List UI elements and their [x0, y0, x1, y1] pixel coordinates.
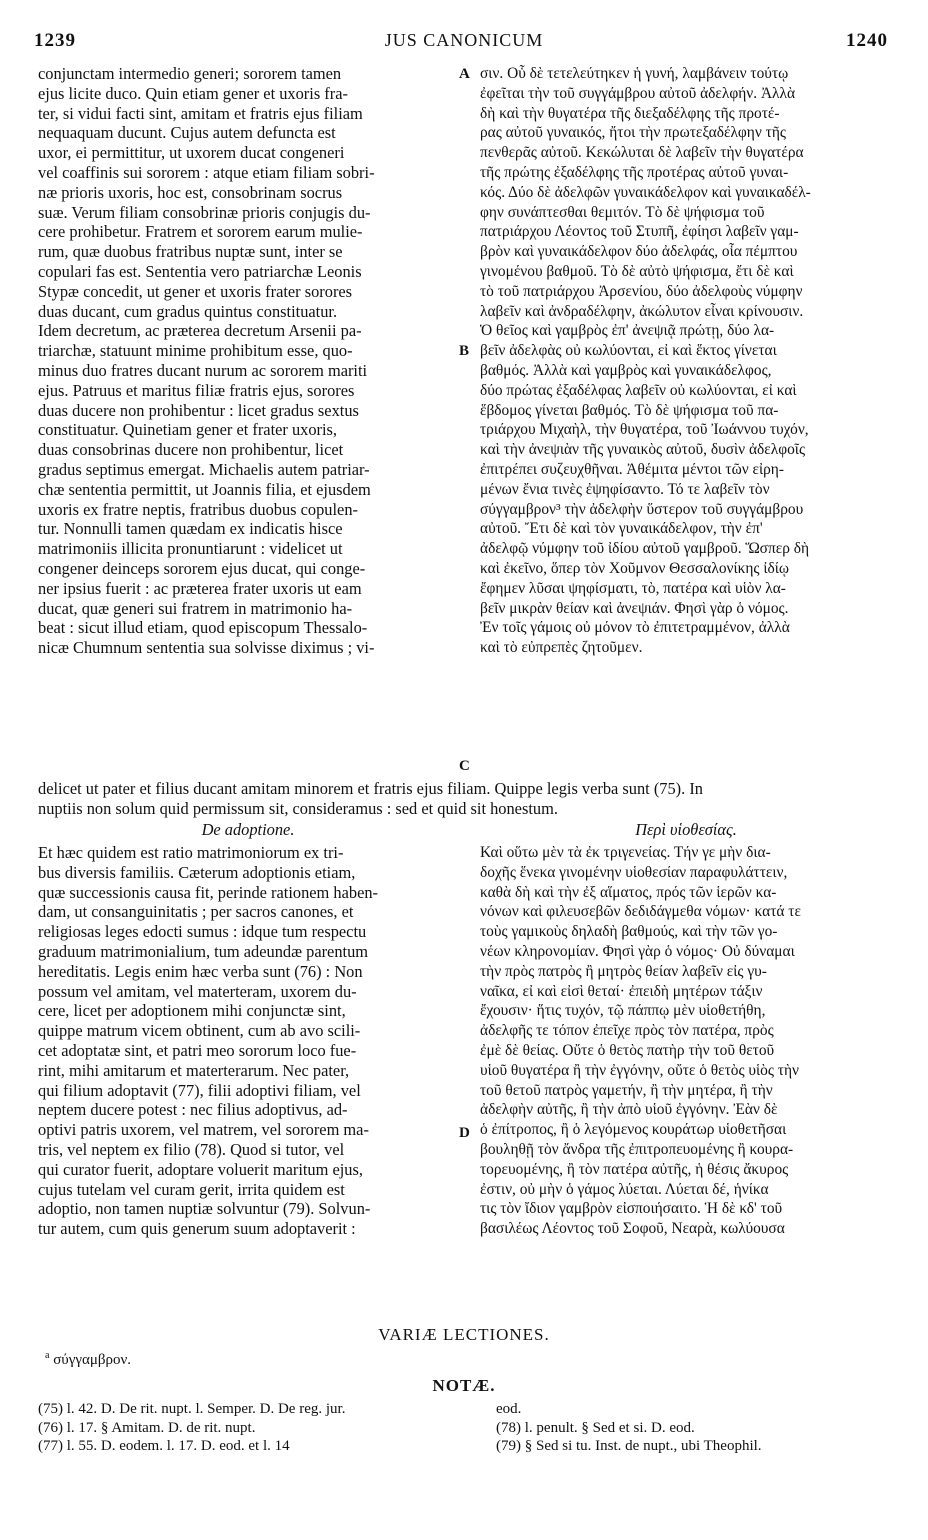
latin-text-line: ejus licite duco. Quin etiam gener et uxoris fra-	[38, 83, 348, 103]
latin-text-line: ner ipsius fuerit : ac præterea frater uxoris ut eam	[38, 578, 362, 598]
greek-text-line: ἐστιν, οὐ μὴν ὁ γάμος λύεται. Λύεται δέ, ἡνίκα	[480, 1180, 769, 1198]
latin-text-line: nequaquam ducunt. Cujus autem defuncta est	[38, 123, 336, 143]
latin-text-line: Idem decretum, ac præterea decretum Arsenii pa-	[38, 321, 362, 341]
greek-text-line: καὶ τὸ εὐπρεπὲς ζητοῦμεν.	[480, 639, 643, 657]
greek-text-line: καθὰ δὴ καὶ τὴν ἐξ αἵματος, πρός τῶν ἱερῶν κα-	[480, 883, 777, 901]
latin-text-line: duas consobrinas ducere non prohibentur, licet	[38, 440, 344, 460]
latin-text-line: duas ducant, cum gradus quintus constituatur.	[38, 301, 338, 321]
greek-text-line: ἀδελφῆς τε τόπον ἐπεῖχε πρὸς τὸν πατέρα, πρὸς	[480, 1022, 774, 1040]
latin-text-line: qui curator fuerit, adoptare voluerit maritum ejus,	[38, 1159, 363, 1179]
greek-text-line: τὴν πρὸς πατρὸς ἢ μητρὸς θείαν λαβεῖν εἰς γυ-	[480, 962, 767, 980]
latin-text-line: rint, mihi amitarum et materterarum. Nec pater,	[38, 1060, 350, 1080]
greek-text-line: ἀδελφῷ νύμφην τοῦ ἰδίου αὐτοῦ γαμβροῦ. Ὥσπερ δὴ	[480, 540, 810, 558]
latin-text-line: minus duo fratres ducant nurum ac sororem mariti	[38, 360, 368, 380]
latin-text-line: næ prioris uxoris, hoc est, consobrinam socrus	[38, 182, 343, 202]
greek-text-line: πατριάρχου Λέοντος τοῦ Στυπῆ, ἐφίησι λαβεῖν γαμ-	[480, 223, 799, 241]
variant-text: σύγγαμβρον.	[53, 1352, 132, 1368]
section-marker-b: B	[459, 343, 470, 359]
variant-marker: a	[45, 1350, 50, 1361]
page-header	[0, 30, 928, 56]
note-line: (78) l. penult. § Sed et si. D. eod.	[496, 1419, 695, 1436]
latin-text-line: ejus. Patruus et maritus filiæ fratris ejus, sorores	[38, 380, 355, 400]
greek-text-line: ἔχουσιν· ἥτις τυχόν, τῷ πάππῳ μὲν υἱοθετήθη,	[480, 1002, 766, 1020]
greek-text-line: καὶ τὴν ἀνεψιὰν τῆς γυναικὸς αὐτοῦ, δυσὶν ἀδελφοῖς	[480, 441, 806, 459]
greek-text-line: ἐφεῖται τὴν τοῦ συγγάμβρου αὐτοῦ ἀδελφήν. Ἀλλὰ	[480, 84, 796, 102]
greek-text-line: τριάρχου Μιχαὴλ, τὴν θυγατέρα, τοῦ Ἰωάννου τυχόν,	[480, 421, 809, 439]
greek-text-line: λαβεῖν καὶ ἀνδραδέλφην, ἀκώλυτον εἶναι κρίνουσιν.	[480, 302, 804, 320]
greek-text-line: τοὺς γαμικοὺς δηλαδὴ βαθμούς, καὶ τὴν τῶν γο-	[480, 923, 778, 941]
latin-text-line: uxoris ex fratre neptis, fratribus duobus copulen-	[38, 499, 358, 519]
note-line: (77) l. 55. D. eodem. l. 17. D. eod. et l. 14	[38, 1438, 290, 1454]
greek-text-line: πενθερᾶς αὐτοῦ. Κεκώλυται δὲ λαβεῖν τὴν θυγατέρα	[480, 144, 804, 162]
latin-text-line: matrimoniis illicita pronuntiarunt : videlicet ut	[38, 539, 343, 559]
greek-text-line: φην συνάπτεσθαι θεμιτόν. Τὸ δὲ ψήφισμα τοῦ	[480, 203, 765, 221]
greek-column-bottom	[480, 843, 892, 1239]
greek-text-line: τῆς πρώτης ἐξαδέλφης τῆς προτέρας αὐτοῦ γυναι-	[480, 163, 789, 181]
greek-text-line: γινομένου βαθμοῦ. Τὸ δὲ αὐτὸ ψήφισμα, ἔτι δὲ καὶ	[480, 262, 794, 280]
greek-text-line: ἕβδομος γίνεται βαθμός. Τὸ δὲ ψήφισμα τοῦ πα-	[480, 401, 779, 419]
latin-text-line: rum, quæ duobus fratribus nuptæ sunt, inter se	[38, 242, 343, 262]
latin-text-line: quæ successionis causa fit, perinde rationem haben-	[38, 882, 379, 902]
greek-text-line: σιν. Οὗ δὲ τετελεύτηκεν ἡ γυνή, λαμβάνειν τούτῳ	[480, 65, 789, 82]
greek-text-line: ἐπιτρέπει συζευχθῆναι. Ἀθέμιτα μέντοι τῶν εἰρη-	[480, 460, 784, 478]
latin-text-line: graduum matrimonialium, tum adeundæ parentum	[38, 941, 369, 961]
latin-text-line: possum vel amitam, vel materteram, uxorem du-	[38, 981, 357, 1001]
latin-text-line: cere prohibetur. Fratrem et sororem earum mulie-	[38, 222, 363, 242]
latin-text-line: adoptio, non tamen nuptiæ solvuntur (79). Solvun-	[38, 1199, 371, 1219]
notae-heading: NOTÆ.	[432, 1376, 496, 1395]
latin-text-line: cet adoptatæ sint, et patri meo sororum loco fue-	[38, 1040, 357, 1060]
latin-text-line: tur. Nonnulli tamen quædam ex indicatis hisce	[38, 519, 343, 539]
latin-text-line: gradus septimus emergat. Michaelis autem patriar-	[38, 459, 370, 479]
latin-text-line: cujus tutelam vel curam gerit, irrita quidem est	[38, 1179, 345, 1199]
greek-text-line: νόνων καὶ φιλευσεβῶν δεδιδάγμεθα νόμων· κατά τε	[480, 903, 801, 921]
note-line: eod.	[496, 1401, 522, 1417]
greek-text-line: κός. Δύο δὲ ἀδελφῶν γυναικάδελφον καὶ γυναικαδέλ-	[480, 183, 811, 201]
greek-text-line: υἱοῦ θυγατέρα ἢ τὴν ἐγγόνην, οὔτε ὁ θετὸς υἱὸς τὴν	[480, 1061, 799, 1079]
greek-text-line: σύγγαμβρον³ τὴν ἀδελφὴν ὕστερον τοῦ συγγάμβρου	[480, 500, 804, 518]
note-line: (75) l. 42. D. De rit. nupt. l. Semper. D. De reg. jur.	[38, 1401, 346, 1417]
full-width-text-line: nuptiis non solum quid permissum sit, consideramus : sed et quid sit honestum.	[38, 798, 558, 818]
full-width-paragraph	[38, 779, 890, 819]
latin-text-line: hereditatis. Legis enim hæc verba sunt (76) : Non	[38, 961, 363, 981]
greek-text-line: βεῖν μικρὰν θείαν καὶ ἀνεψιάν. Φησὶ γὰρ ὁ νόμος.	[480, 599, 789, 617]
latin-column-bottom	[38, 843, 458, 1239]
latin-text-line: conjunctam intermedio generi; sororem tamen	[38, 64, 342, 83]
latin-text-line: ducat, quæ generi sui fratrem in matrimonio ha-	[38, 598, 353, 618]
latin-text-line: Et hæc quidem est ratio matrimoniorum ex tri-	[38, 843, 344, 862]
greek-text-line: τις τὸν ἴδιον γαμβρὸν εἰσποιήσαιτο. Ἡ δὲ κδ' τοῦ	[480, 1200, 783, 1218]
greek-text-line: βαθμός. Ἀλλὰ καὶ γαμβρὸς καὶ γυναικάδελφος,	[480, 361, 772, 379]
left-page-number: 1239	[34, 30, 76, 51]
full-width-text-line: delicet ut pater et filius ducant amitam minorem et fratris ejus filiam. Quippe legis verba sunt (75). In	[38, 779, 703, 798]
greek-column-top	[480, 64, 892, 658]
greek-text-line: τοῦ θετοῦ πατρὸς γαμετήν, ἢ τὴν μητέρα, ἢ τὴν	[480, 1081, 773, 1099]
latin-text-line: constituatur. Quinetiam gener et frater uxoris,	[38, 420, 338, 440]
subheading-greek: Περὶ υἱοθεσίας.	[635, 820, 737, 839]
greek-text-line: βεῖν ἀδελφὰς οὐ κωλύονται, εἰ καὶ ἕκτος γίνεται	[480, 342, 777, 360]
greek-text-line: Καὶ οὕτω μὲν τὰ ἐκ τριγενείας. Τήν γε μὴν δια-	[480, 844, 771, 861]
latin-text-line: congener deinceps sororem ejus ducat, qui conge-	[38, 558, 366, 578]
latin-text-line: ter, si vidui facti sint, amitam et fratris ejus filiam	[38, 103, 363, 123]
notes-left-column	[38, 1400, 478, 1456]
latin-text-line: copulari fas est. Sententia vero patriarchæ Leonis	[38, 261, 362, 281]
greek-text-line: δὴ καὶ τὴν θυγατέρα τῆς διεξαδέλφης τῆς προτέ-	[480, 104, 780, 122]
latin-text-line: Stypæ concedit, ut gener et uxoris frater sorores	[38, 281, 353, 301]
greek-text-line: τορευομένης, ἢ τὸν πατέρα αὐτῆς, ἡ θέσις ἄκυρος	[480, 1160, 789, 1178]
latin-text-line: beat : sicut illud etiam, quod episcopum Thessalo-	[38, 618, 368, 638]
latin-text-line: duas ducere non prohibentur : licet gradus sextus	[38, 400, 359, 420]
running-title: JUS CANONICUM	[384, 30, 544, 50]
note-line: (79) § Sed si tu. Inst. de nupt., ubi Theophil.	[496, 1438, 762, 1454]
section-marker-c: C	[459, 758, 470, 774]
latin-text-line: suæ. Verum filiam consobrinæ prioris conjugis du-	[38, 202, 371, 222]
greek-text-line: ἐμὲ δὲ θείας. Οὔτε ὁ θετὸς πατὴρ τὴν τοῦ θετοῦ	[480, 1041, 775, 1059]
latin-text-line: triarchæ, statuunt minime prohibitum esse, quo-	[38, 341, 353, 361]
latin-text-line: nicæ Chumnum sententia sua solvisse diximus ; vi-	[38, 638, 375, 658]
greek-text-line: ἔφημεν λῦσαι ψηφίσματι, τὸ, πατέρα καὶ υἱὸν λα-	[480, 579, 786, 597]
greek-text-line: δύο πρώτας ἐξαδέλφας λαβεῖν οὐ κωλύονται, εἰ καὶ	[480, 381, 797, 399]
greek-text-line: βρὸν καὶ γυναικάδελφον δύο ἀδελφάς, οἷα πέμπτου	[480, 243, 798, 261]
latin-text-line: religiosas leges edocti sumus : idque tum respectu	[38, 922, 367, 942]
greek-text-line: τὸ τοῦ πατριάρχου Ἀρσενίου, δύο ἀδελφοὺς νύμφην	[480, 282, 803, 300]
greek-text-line: δοχῆς ἕνεκα γινομένην υἱοθεσίαν παραφυλάττειν,	[480, 863, 788, 881]
greek-text-line: νέων κληρονομίαν. Φησὶ γὰρ ὁ νόμος· Οὐ δύναμαι	[480, 942, 795, 960]
variae-lectiones-entry	[45, 1350, 131, 1369]
greek-text-line: καὶ ἐκεῖνο, ὅπερ τὸν Χοῦμνον Θεσσαλονίκης ἰδίῳ	[480, 559, 790, 577]
subheading-latin: De adoptione.	[201, 820, 295, 839]
latin-text-line: qui filium adoptavit (77), filii adoptivi filiam, vel	[38, 1080, 361, 1100]
latin-text-line: neptem ducere potest : nec filius adoptivus, ad-	[38, 1100, 348, 1120]
latin-text-line: tur autem, cum quis generum suum adoptaverit :	[38, 1219, 356, 1239]
section-marker-d: D	[459, 1125, 470, 1141]
greek-text-line: Ἐν τοῖς γάμοις οὐ μόνον τὸ ἐπιτετραμμένον, ἀλλὰ	[480, 619, 790, 637]
notes-right-column	[496, 1400, 896, 1456]
section-marker-a: A	[459, 66, 470, 82]
latin-text-line: optivi patris uxorem, vel matrem, vel sororem ma-	[38, 1120, 369, 1140]
latin-text-line: cere, licet per adoptionem mihi conjunctæ sint,	[38, 1001, 346, 1021]
greek-text-line: ρας αὐτοῦ γυναικός, ἤτοι τὴν πρωτεξαδέλφην τῆς	[480, 124, 786, 142]
greek-text-line: Ὁ θεῖος καὶ γαμβρὸς ἐπ' ἀνεψιᾷ πρώτῃ, δύο λα-	[480, 322, 775, 340]
latin-text-line: vel coaffinis sui sororem : atque etiam filiam sobri-	[38, 162, 375, 182]
latin-column-top	[38, 64, 458, 658]
greek-text-line: βασιλέως Λέοντος τοῦ Σοφοῦ, Νεαρὰ, κωλύουσα	[480, 1220, 785, 1238]
greek-text-line: μένων ἔνια τινὲς ἐψηφίσαντο. Τό τε λαβεῖν τὸν	[480, 480, 770, 498]
latin-text-line: tris, vel neptem ex filio (78). Quod si tutor, vel	[38, 1139, 345, 1159]
latin-text-line: chæ sententia permittit, ut Joannis filia, et ejusdem	[38, 479, 371, 499]
right-page-number: 1240	[846, 30, 888, 51]
latin-text-line: bus diversis familiis. Cæterum adoptionis etiam,	[38, 862, 356, 882]
latin-text-line: quippe matrum vicem obtinent, cum ab avo scili-	[38, 1021, 361, 1041]
note-line: (76) l. 17. § Amitam. D. de rit. nupt.	[38, 1419, 256, 1436]
variae-lectiones-heading: VARIÆ LECTIONES.	[378, 1325, 550, 1344]
greek-text-line: ὁ ἐπίτροπος, ἢ ὁ λεγόμενος κουράτωρ υἱοθετῆσαι	[480, 1121, 787, 1139]
greek-text-line: ναῖκα, εἰ καὶ εἰσὶ θεταί· ἐπειδὴ μητέρων τάξιν	[480, 982, 763, 1000]
latin-text-line: dam, ut consanguinitatis ; per sacros canones, et	[38, 902, 354, 922]
greek-text-line: αὐτοῦ. Ἔτι δὲ καὶ τὸν γυναικάδελφον, τὴν ἐπ'	[480, 520, 763, 538]
latin-text-line: uxor, ei permittitur, ut uxorem ducat congeneri	[38, 143, 345, 163]
greek-text-line: ἀδελφὴν αὐτῆς, ἢ τὴν ἀπὸ υἱοῦ ἐγγόνην. Ἐὰν δὲ	[480, 1101, 778, 1119]
greek-text-line: βουληθῇ τὸν ἄνδρα τῆς ἐπιτροπευομένης ἢ κουρα-	[480, 1140, 794, 1158]
